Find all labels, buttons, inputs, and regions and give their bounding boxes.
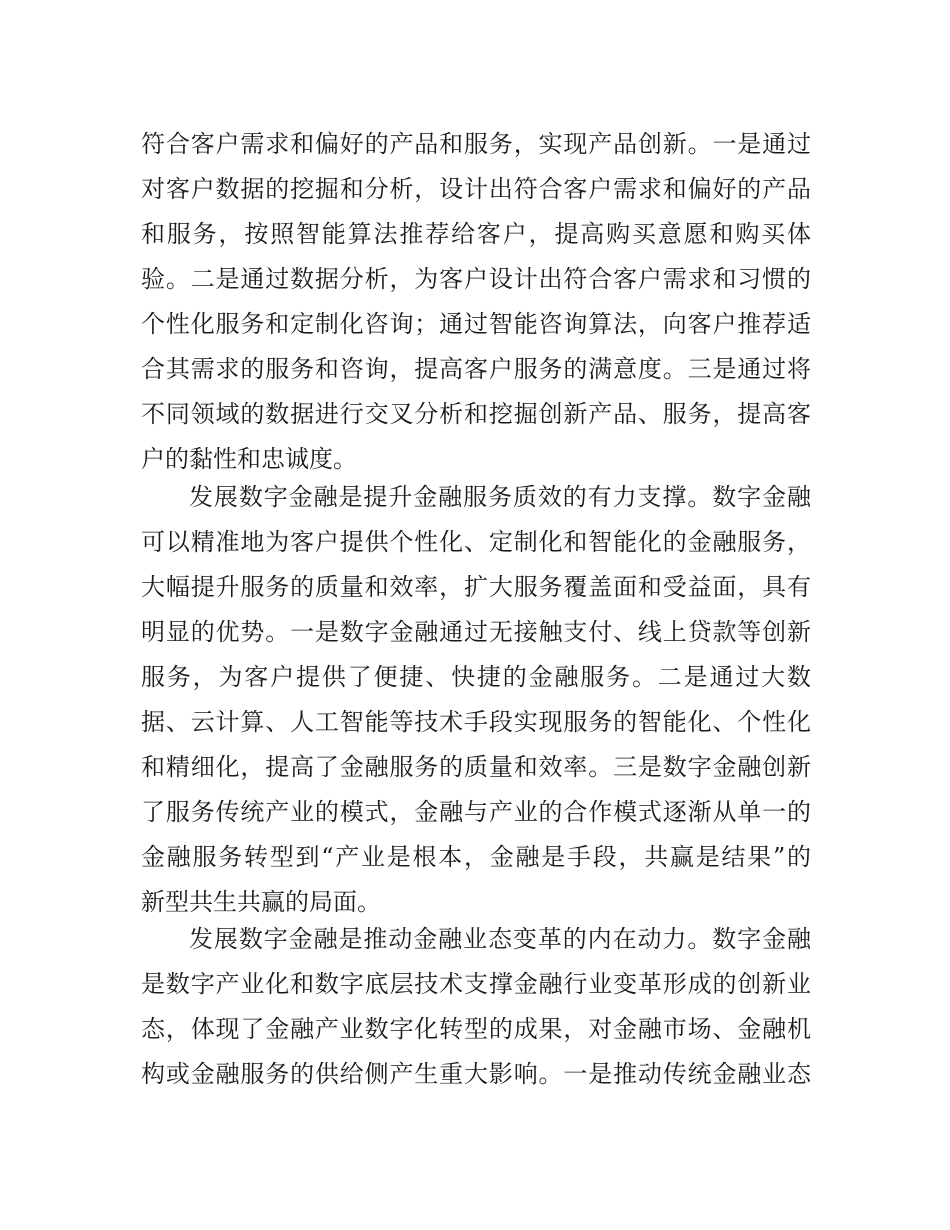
- paragraph-line: 发展数字金融是提升金融服务质效的有力支撑。数字金融: [189, 483, 811, 511]
- paragraph-line: 发展数字金融是推动金融业态变革的内在动力。数字金融: [189, 925, 811, 953]
- paragraph-line: 可以精准地为客户提供个性化、定制化和智能化的金融服务，: [141, 528, 811, 556]
- paragraph-line: 合其需求的服务和咨询，提高客户服务的满意度。三是通过将: [141, 355, 811, 383]
- paragraph-line: 态，体现了金融产业数字化转型的成果，对金融市场、金融机: [141, 1015, 811, 1043]
- paragraph-line: 个性化服务和定制化咨询；通过智能咨询算法，向客户推荐适: [141, 310, 811, 338]
- paragraph-line: 了服务传统产业的模式，金融与产业的合作模式逐渐从单一的: [141, 798, 811, 826]
- paragraph-3: [141, 917, 811, 1097]
- paragraph-line: 符合客户需求和偏好的产品和服务，实现产品创新。一是通过: [141, 130, 811, 158]
- paragraph-line: 验。二是通过数据分析，为客户设计出符合客户需求和习惯的: [141, 265, 811, 293]
- paragraph-2: [141, 475, 811, 925]
- paragraph-line: 大幅提升服务的质量和效率，扩大服务覆盖面和受益面，具有: [141, 573, 811, 601]
- paragraph-line: 据、云计算、人工智能等技术手段实现服务的智能化、个性化: [141, 708, 811, 736]
- paragraph-line: 户的黏性和忠诚度。: [141, 445, 357, 473]
- paragraph-line: 明显的优势。一是数字金融通过无接触支付、线上贷款等创新: [141, 618, 811, 646]
- paragraph-line: 新型共生共赢的局面。: [141, 888, 381, 916]
- paragraph-line: 服务，为客户提供了便捷、快捷的金融服务。二是通过大数: [141, 663, 811, 691]
- paragraph-line: 是数字产业化和数字底层技术支撑金融行业变革形成的创新业: [141, 970, 811, 998]
- paragraph-line: 不同领域的数据进行交叉分析和挖掘创新产品、服务，提高客: [141, 400, 811, 428]
- paragraph-line: 和精细化，提高了金融服务的质量和效率。三是数字金融创新: [141, 753, 811, 781]
- paragraph-line: 构或金融服务的供给侧产生重大影响。一是推动传统金融业态: [141, 1060, 811, 1088]
- paragraph-line: 和服务，按照智能算法推荐给客户，提高购买意愿和购买体: [141, 220, 811, 248]
- paragraph-line: 对客户数据的挖掘和分析，设计出符合客户需求和偏好的产品: [141, 175, 811, 203]
- paragraph-line: 金融服务转型到“产业是根本，金融是手段，共赢是结果”的: [141, 843, 811, 871]
- paragraph-1: [141, 122, 811, 482]
